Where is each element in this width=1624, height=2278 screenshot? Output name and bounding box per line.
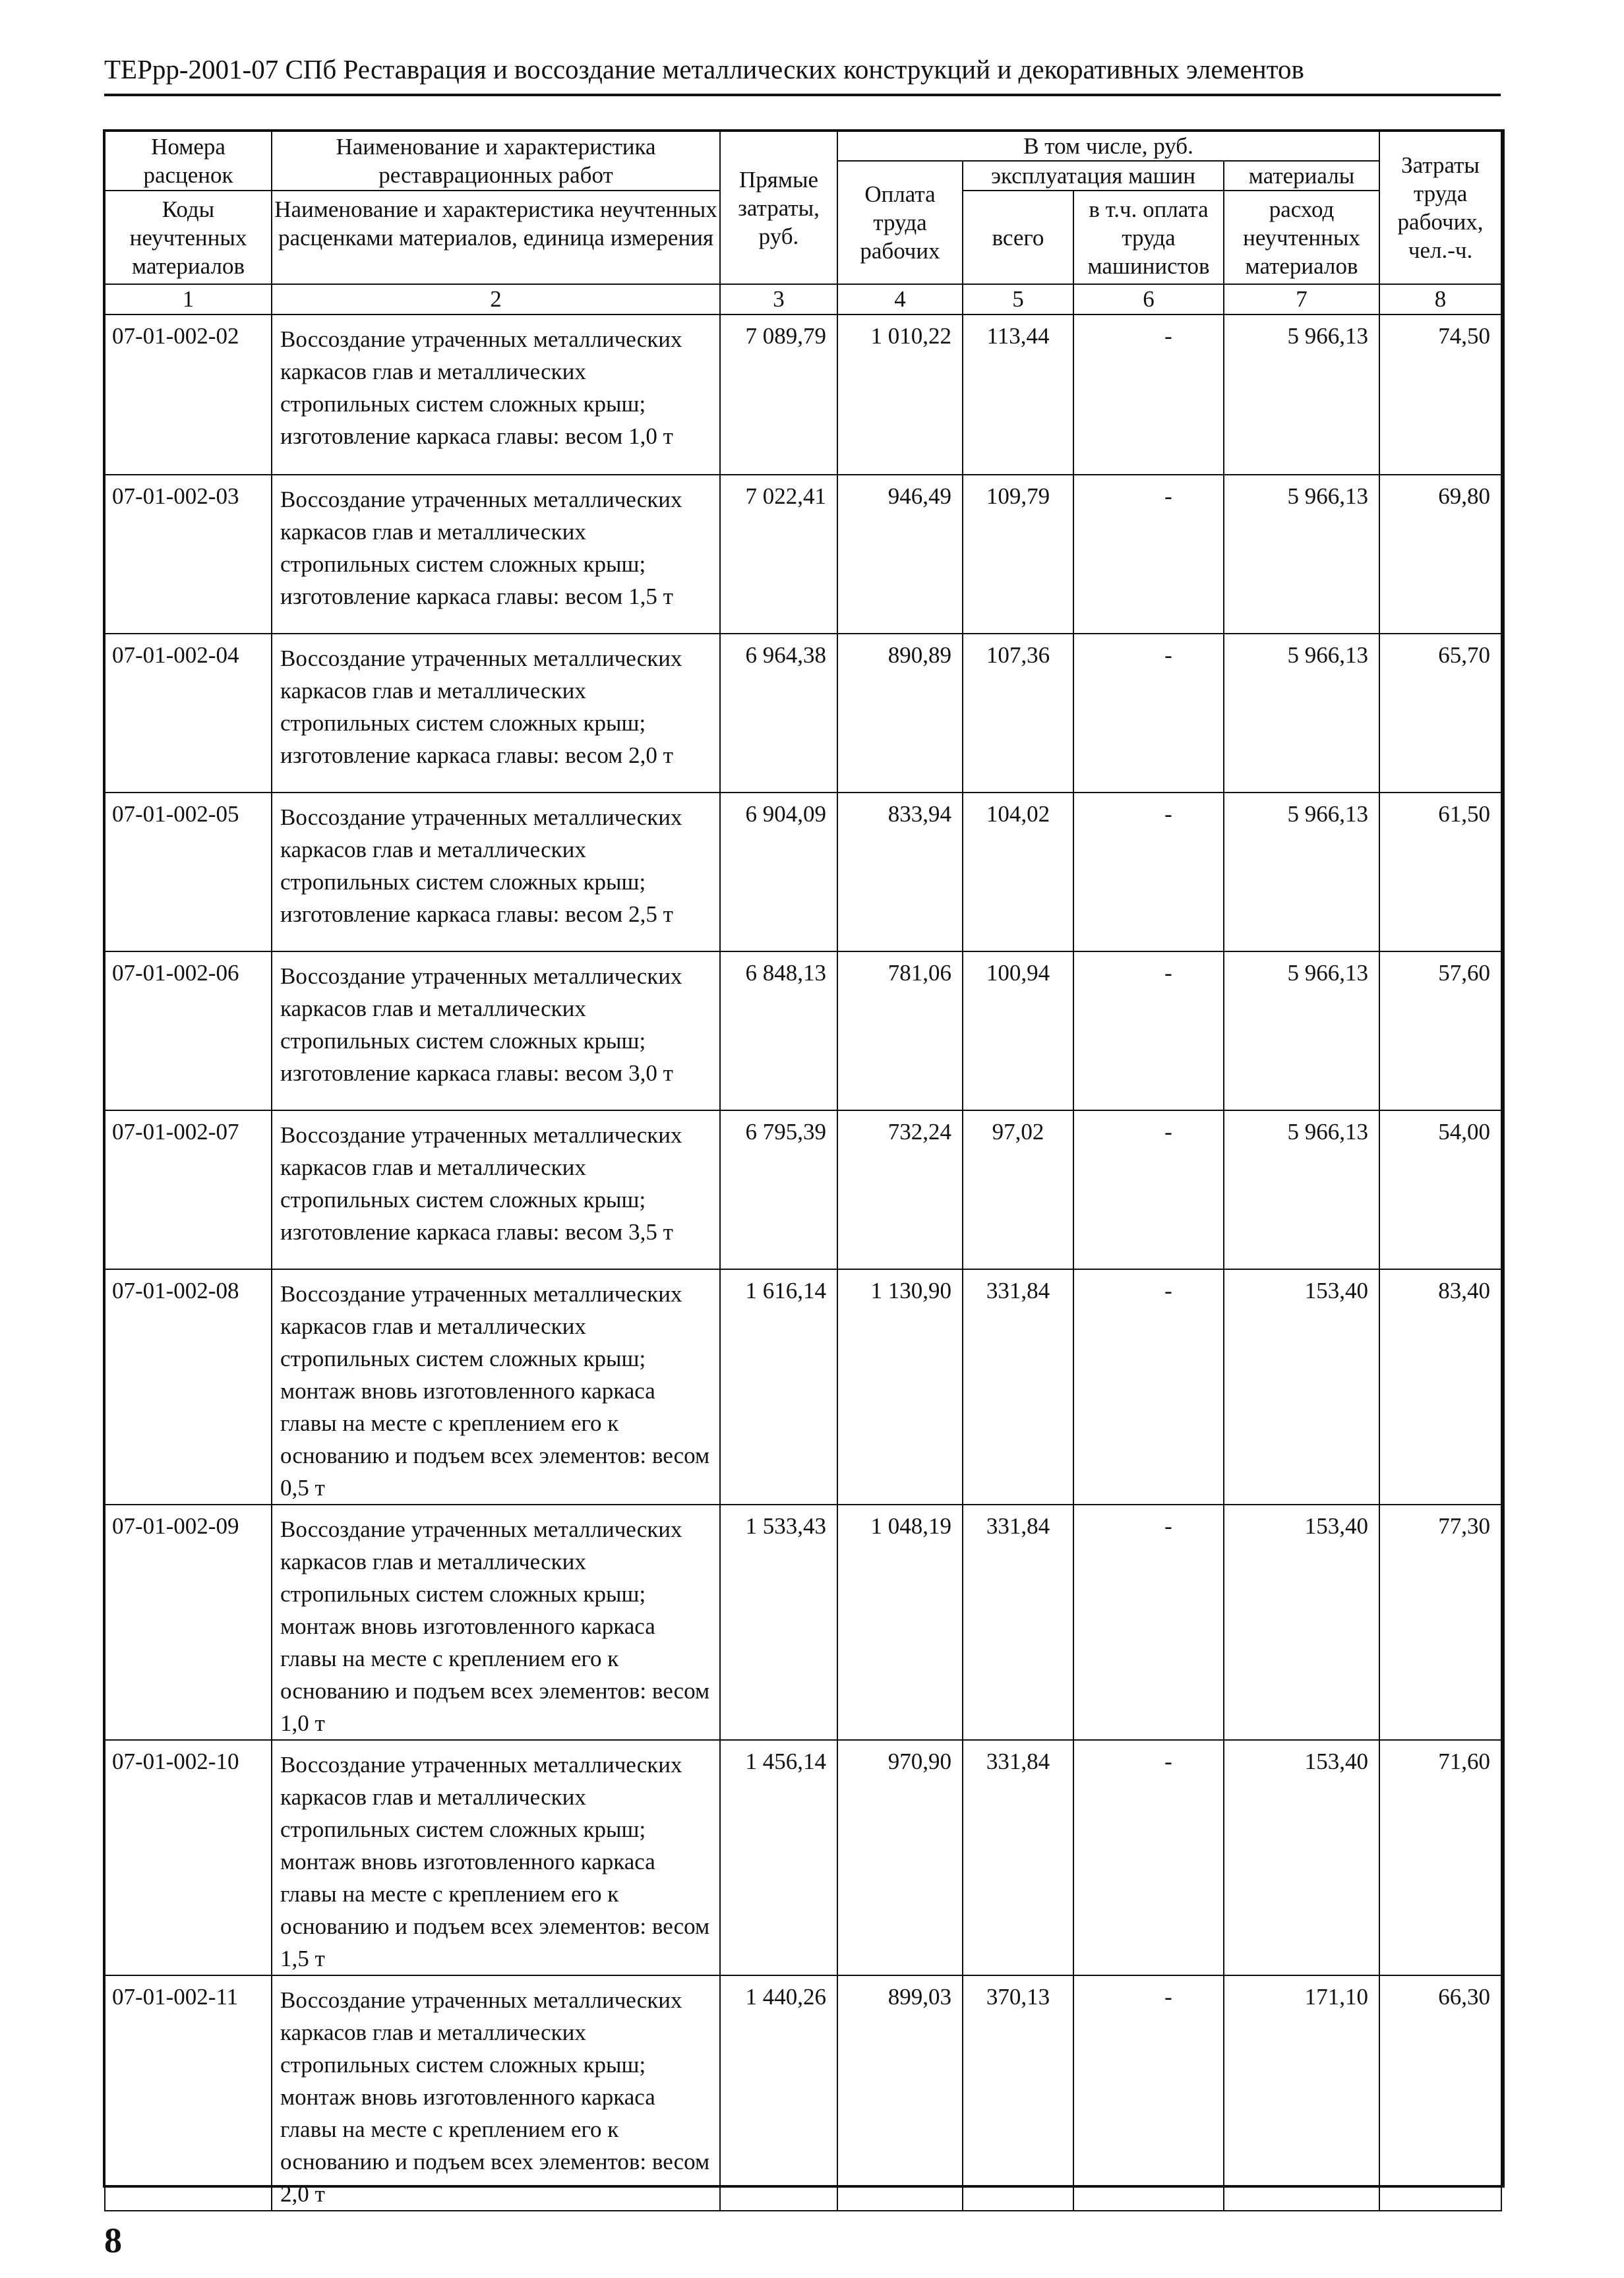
operator-pay: - (1073, 475, 1224, 634)
table-row (105, 1505, 1501, 1740)
table-row (105, 951, 1501, 1110)
direct-costs: 1 616,14 (720, 1269, 837, 1505)
worker-pay: 946,49 (837, 475, 963, 634)
rate-code: 07-01-002-02 (105, 315, 272, 475)
materials-consumption: 153,40 (1224, 1269, 1379, 1505)
labor-hours: 54,00 (1379, 1110, 1501, 1269)
rates-table (104, 131, 1502, 2211)
column-number: 7 (1224, 284, 1379, 315)
work-description: Воссоздание утраченных металлических каркасов глав и металлических стропильных систем сложных крыш; монтаж вновь изготовленного каркаса главы на месте с креплением его к основанию и подъем всех элементов: весом 0,5 т (272, 1269, 720, 1505)
table-row (105, 475, 1501, 634)
direct-costs: 6 904,09 (720, 793, 837, 951)
materials-consumption: 153,40 (1224, 1740, 1379, 1975)
direct-costs: 1 440,26 (720, 1975, 837, 2211)
operator-pay: - (1073, 1740, 1224, 1975)
rate-code: 07-01-002-03 (105, 475, 272, 634)
header-including-group: В том числе, руб. (837, 131, 1379, 161)
header-materials: материалы (1224, 161, 1379, 191)
labor-hours: 77,30 (1379, 1505, 1501, 1740)
table-row (105, 634, 1501, 793)
labor-hours: 83,40 (1379, 1269, 1501, 1505)
table-row (105, 315, 1501, 475)
labor-hours: 69,80 (1379, 475, 1501, 634)
direct-costs: 7 089,79 (720, 315, 837, 475)
rate-code: 07-01-002-08 (105, 1269, 272, 1505)
operator-pay: - (1073, 1110, 1224, 1269)
work-description: Воссоздание утраченных металлических каркасов глав и металлических стропильных систем сложных крыш; изготовление каркаса главы: весом 2,0 т (272, 634, 720, 793)
header-unaccounted-materials: расход неучтенных материалов (1224, 191, 1379, 284)
header-machines-total: всего (963, 191, 1073, 284)
work-description: Воссоздание утраченных металлических каркасов глав и металлических стропильных систем сложных крыш; изготовление каркаса главы: весом 3,0 т (272, 951, 720, 1110)
table-row (105, 793, 1501, 951)
header-rate-numbers: Номера расценок (105, 131, 272, 191)
header-direct-costs: Прямые затраты, руб. (720, 131, 837, 284)
operator-pay: - (1073, 315, 1224, 475)
rate-code: 07-01-002-05 (105, 793, 272, 951)
machines-total: 331,84 (963, 1740, 1073, 1975)
work-description: Воссоздание утраченных металлических каркасов глав и металлических стропильных систем сложных крыш; изготовление каркаса главы: весом 1,5 т (272, 475, 720, 634)
direct-costs: 6 848,13 (720, 951, 837, 1110)
rate-code: 07-01-002-09 (105, 1505, 272, 1740)
worker-pay: 1 048,19 (837, 1505, 963, 1740)
operator-pay: - (1073, 951, 1224, 1110)
operator-pay: - (1073, 1269, 1224, 1505)
machines-total: 109,79 (963, 475, 1073, 634)
page-number: 8 (104, 2221, 122, 2260)
work-description: Воссоздание утраченных металлических каркасов глав и металлических стропильных систем сложных крыш; изготовление каркаса главы: весом 3,5 т (272, 1110, 720, 1269)
labor-hours: 66,30 (1379, 1975, 1501, 2211)
materials-consumption: 5 966,13 (1224, 315, 1379, 475)
column-number: 2 (272, 284, 720, 315)
rate-code: 07-01-002-07 (105, 1110, 272, 1269)
header-unaccounted-codes: Коды неучтенных материалов (105, 191, 272, 284)
machines-total: 107,36 (963, 634, 1073, 793)
column-number: 1 (105, 284, 272, 315)
worker-pay: 781,06 (837, 951, 963, 1110)
worker-pay: 833,94 (837, 793, 963, 951)
header-worker-pay: Оплата труда рабочих (837, 161, 963, 284)
header-machine-operation: эксплуатация машин (963, 161, 1224, 191)
table-row (105, 1740, 1501, 1975)
machines-total: 104,02 (963, 793, 1073, 951)
running-head: ТЕРрр-2001-07 СПб Реставрация и воссоздание металлических конструкций и декоративных элементов (104, 54, 1304, 84)
labor-hours: 71,60 (1379, 1740, 1501, 1975)
worker-pay: 970,90 (837, 1740, 963, 1975)
rate-code: 07-01-002-10 (105, 1740, 272, 1975)
direct-costs: 6 964,38 (720, 634, 837, 793)
machines-total: 331,84 (963, 1505, 1073, 1740)
rate-code: 07-01-002-06 (105, 951, 272, 1110)
worker-pay: 1 130,90 (837, 1269, 963, 1505)
materials-consumption: 5 966,13 (1224, 634, 1379, 793)
machines-total: 97,02 (963, 1110, 1073, 1269)
labor-hours: 74,50 (1379, 315, 1501, 475)
header-labor-hours: Затраты труда рабочих, чел.-ч. (1379, 131, 1501, 284)
table-row (105, 1975, 1501, 2211)
rate-code: 07-01-002-04 (105, 634, 272, 793)
labor-hours: 65,70 (1379, 634, 1501, 793)
worker-pay: 899,03 (837, 1975, 963, 2211)
materials-consumption: 153,40 (1224, 1505, 1379, 1740)
rate-code: 07-01-002-11 (105, 1975, 272, 2211)
work-description: Воссоздание утраченных металлических каркасов глав и металлических стропильных систем сложных крыш; изготовление каркаса главы: весом 2,5 т (272, 793, 720, 951)
labor-hours: 57,60 (1379, 951, 1501, 1110)
worker-pay: 890,89 (837, 634, 963, 793)
machines-total: 331,84 (963, 1269, 1073, 1505)
direct-costs: 1 533,43 (720, 1505, 837, 1740)
column-number: 8 (1379, 284, 1501, 315)
operator-pay: - (1073, 634, 1224, 793)
machines-total: 370,13 (963, 1975, 1073, 2211)
worker-pay: 732,24 (837, 1110, 963, 1269)
machines-total: 100,94 (963, 951, 1073, 1110)
materials-consumption: 171,10 (1224, 1975, 1379, 2211)
work-description: Воссоздание утраченных металлических каркасов глав и металлических стропильных систем сложных крыш; монтаж вновь изготовленного каркаса главы на месте с креплением его к основанию и подъем всех элементов: весом 2,0 т (272, 1975, 720, 2211)
header-work-description: Наименование и характеристика реставрационных работ (272, 131, 720, 191)
header-rule (104, 94, 1501, 96)
worker-pay: 1 010,22 (837, 315, 963, 475)
column-number: 6 (1073, 284, 1224, 315)
materials-consumption: 5 966,13 (1224, 951, 1379, 1110)
header-operator-pay: в т.ч. оплата труда машинистов (1073, 191, 1224, 284)
machines-total: 113,44 (963, 315, 1073, 475)
materials-consumption: 5 966,13 (1224, 793, 1379, 951)
header-unaccounted-description: Наименование и характеристика неучтенных расценками материалов, единица измерения (272, 191, 720, 284)
column-number: 3 (720, 284, 837, 315)
labor-hours: 61,50 (1379, 793, 1501, 951)
operator-pay: - (1073, 1505, 1224, 1740)
direct-costs: 1 456,14 (720, 1740, 837, 1975)
direct-costs: 7 022,41 (720, 475, 837, 634)
operator-pay: - (1073, 1975, 1224, 2211)
materials-consumption: 5 966,13 (1224, 475, 1379, 634)
work-description: Воссоздание утраченных металлических каркасов глав и металлических стропильных систем сложных крыш; монтаж вновь изготовленного каркаса главы на месте с креплением его к основанию и подъем всех элементов: весом 1,0 т (272, 1505, 720, 1740)
work-description: Воссоздание утраченных металлических каркасов глав и металлических стропильных систем сложных крыш; изготовление каркаса главы: весом 1,0 т (272, 315, 720, 475)
work-description: Воссоздание утраченных металлических каркасов глав и металлических стропильных систем сложных крыш; монтаж вновь изготовленного каркаса главы на месте с креплением его к основанию и подъем всех элементов: весом 1,5 т (272, 1740, 720, 1975)
column-number: 5 (963, 284, 1073, 315)
table-row (105, 1110, 1501, 1269)
operator-pay: - (1073, 793, 1224, 951)
table-row (105, 1269, 1501, 1505)
direct-costs: 6 795,39 (720, 1110, 837, 1269)
column-number: 4 (837, 284, 963, 315)
materials-consumption: 5 966,13 (1224, 1110, 1379, 1269)
